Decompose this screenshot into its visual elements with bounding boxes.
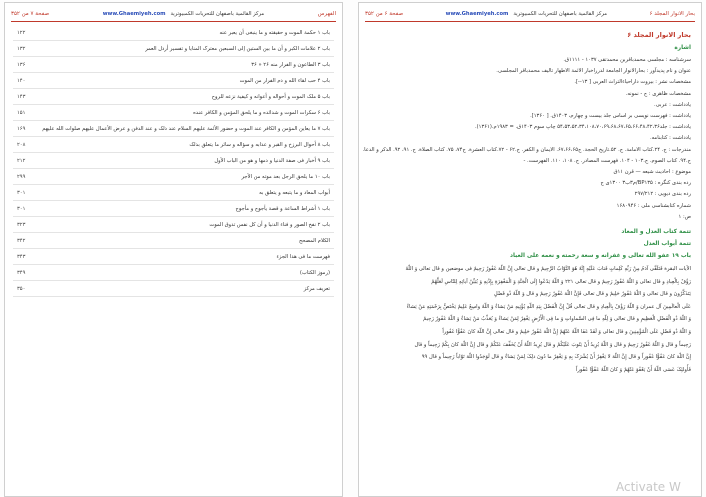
toc-row[interactable] xyxy=(13,121,334,137)
toc-title[interactable]: باب ۷ ما یعاین المؤمن و الکافر عند الموت و حضور الأئمة علیهم السلام عند ذلک و عند الدفن و عرض الأعمال علیهم صلوات الله علیهم xyxy=(42,125,330,132)
metadata-line: یادداشت : جلد۵۴،۵۳،۵۲،۳۴،۱۰۸،۷۰،۶۹،۶۸،۶۷،۶۵،۶۶،۴۸،۴۲،۳۶ چاپ سوم ۱۴۰۳ق. = ۱۹۸۳م.(۱۳۶۱). xyxy=(474,124,691,131)
page-left xyxy=(4,2,343,497)
toc-title[interactable]: باب ۳ الطاعون و الفرار منه ۲۶ « ۳۶ xyxy=(251,61,330,68)
toc-page-number: ۳۰۱ xyxy=(17,189,26,196)
chapter-title: باب ۱۹ عفو الله تعالی و غفرانه و سعة رحمته و نعمه علی العباد xyxy=(510,253,691,260)
toc-page-number: ۲۰۸ xyxy=(17,141,26,148)
toc-page-number: ۳۴۲ xyxy=(17,237,26,244)
toc-row[interactable] xyxy=(13,233,334,249)
toc-title[interactable]: (رموز الکتاب) xyxy=(299,269,330,276)
toc-row[interactable] xyxy=(13,153,334,169)
toc-title[interactable]: فهرست ما فی هذا الجزء xyxy=(276,253,330,260)
site-info xyxy=(103,11,264,17)
toc-row[interactable] xyxy=(13,185,334,201)
body-line: فَأُولئِکَ عَسَی اللّهُ أَنْ یَعْفُوَ عَنْهُمْ وَ کانَ اللّهُ عَفُوًّا غَفُوراً xyxy=(575,366,691,373)
section-name: الفهرس xyxy=(317,11,336,17)
table-of-contents xyxy=(13,25,334,297)
toc-title[interactable]: باب ۴ حب لقاء الله و ذم الفرار من الموت xyxy=(239,77,330,84)
body-line: یَتَذَکَّرُونَ و قال تعالی وَ اللّهُ غَفُورٌ حَلِیمٌ و قال تعالی فَإِنَّ اللّهَ غَفُورٌ رَحِیمٌ و قال وَ اللّهُ ذُو فَضْلٍ xyxy=(493,291,691,298)
page-number-label: صفحة ۷ من ۳۵۲ xyxy=(11,11,50,17)
page-header xyxy=(365,9,695,19)
body-line: وَ اللّهُ ذُو الْفَضْلِ الْعَظِیمِ و قال تعالی وَ لِلّهِ ما فِی السَّماواتِ وَ ما فِی الْأَرْضِ یَغْفِرُ لِمَنْ یَشاءُ وَ یُعَذِّبُ مَنْ یَشاءُ وَ اللّهُ غَفُورٌ رَحِیمٌ xyxy=(423,316,691,323)
toc-row[interactable] xyxy=(13,57,334,73)
metadata-line: رده بندی کنگره : BP۱۳۵/م۳ب۳ ۱۳۰۰ی ج xyxy=(600,180,691,187)
toc-page-number: ۱۴۰ xyxy=(17,77,26,84)
body-line: رَحِیماً و قال وَ اللّهُ غَفُورٌ رَحِیمٌ و قال وَ اللّهُ یُرِیدُ أَنْ یَتُوبَ عَلَیْکُمْ و قال یُرِیدُ اللّهُ أَنْ یُخَفِّفَ عَنْکُمْ و قال إِنَّ اللّهَ کانَ بِکُمْ رَحِیماً و قال xyxy=(414,341,691,348)
toc-page-number: ۱۳۲ xyxy=(17,45,26,52)
toc-row[interactable] xyxy=(13,137,334,153)
toc-row[interactable] xyxy=(13,41,334,57)
section-heading: تتمة کتاب العدل و المعاد xyxy=(621,229,691,236)
body-line: وَ اللّهُ ذُو فَضْلٍ عَلَی الْمُؤْمِنِینَ و قال تعالی وَ لَقَدْ عَفَا اللّهُ عَنْهُمْ إِنَّ اللّهَ غَفُورٌ حَلِیمٌ و قال تعالی إِنَّ اللّهَ کانَ عَفُوًّا غَفُوراً xyxy=(442,329,691,336)
body-line: إِنَّ اللّهَ کانَ عَفُوًّا غَفُوراً و قال إِنَّ اللّهَ لا یَغْفِرُ أَنْ یُشْرَکَ بِهِ وَ یَغْفِرُ ما دُونَ ذلِکَ لِمَنْ یَشاءُ و قال لَوَجَدُوا اللّهَ تَوّاباً رَحِیماً و قال ۹۹ xyxy=(421,354,691,361)
metadata-line: سرشناسه : مجلسی محمدباقربن محمدتقی ۱۰۳۷ - ۱۱۱۱ق. xyxy=(563,57,691,63)
toc-title[interactable]: باب ۸ أحوال البرزخ و القبر و عذابه و سؤاله و سائر ما یتعلق بذلک xyxy=(189,141,330,148)
toc-row[interactable] xyxy=(13,169,334,185)
toc-page-number: ۱۳۶ xyxy=(17,61,26,68)
metadata-line: شماره کتابشناسی ملی : ۱۶۸۰۹۴۶ xyxy=(616,202,691,209)
metadata-line: مندرجات : ج. ۲۴.کتاب الامامة. ج. ۵۲.تاریخ الحجة. ج۶۷،۶۶،۶۵. الایمان و الکفر. ج.۶۲ - ۷۲.کتاب العشرة. ج۷۴، ۷۵. کتاب الصلاة. ج. ۹۱، ۹۲. الذکر و الدعا. xyxy=(362,146,691,153)
toc-title[interactable]: باب ۱ حکمة الموت و حقیقته و ما ینبغی أن یعبر عنه xyxy=(219,29,330,36)
toc-row[interactable] xyxy=(13,201,334,217)
toc-title[interactable]: باب ۱۰ ما یلحق الرجل بعد موته من الأجر xyxy=(241,173,330,180)
section-name: بحار الانوار المجلد ۶ xyxy=(649,11,695,17)
toc-title[interactable]: باب ۲ علامات الکبر و أن ما بین الستین إلی السبعین معترک المنایا و تفسیر أرذل العمر xyxy=(145,45,330,52)
site-url[interactable]: www.Ghaemiyeh.com xyxy=(445,11,509,17)
toc-page-number: ۱۴۳ xyxy=(17,93,26,100)
toc-page-number: ۱۲۲ xyxy=(17,29,26,36)
header-rule xyxy=(365,21,695,22)
toc-page-number: ۱۶۹ xyxy=(17,125,26,132)
metadata-line: موضوع : احادیث شیعه — قرن ۱۱ق xyxy=(613,169,691,176)
metadata-line: یادداشت : کتابنامه. xyxy=(650,135,691,142)
toc-page-number: ۳۵۰ xyxy=(17,285,26,292)
toc-page-number: ۲۱۲ xyxy=(17,157,26,164)
body-line: رَؤُفٌ بِالْعِبادِ و قال تعالی وَ اللّهُ غَفُورٌ رَحِیمٌ و قال تعالی ۲۲۱ وَ اللّهُ یَدْعُوا إِلَی الْجَنَّةِ وَ الْمَغْفِرَةِ بِإِذْنِهِ وَ یُبَیِّنُ آیاتِهِ لِلنّاسِ لَعَلَّهُمْ xyxy=(431,278,691,285)
subtitle: اشارة xyxy=(674,45,691,51)
book-title: بحار الانوار المجلد ۶ xyxy=(627,31,691,39)
toc-title[interactable]: الکلام المصحح xyxy=(298,237,330,244)
page-number-label: صفحة ۶ من ۳۵۲ xyxy=(365,11,404,17)
toc-title[interactable]: باب ۶ سکرات الموت و شدائده و ما یلحق المؤمن و الکافر عنده xyxy=(193,109,330,116)
page-header xyxy=(11,9,336,19)
toc-title[interactable]: أبواب المعاد و ما یتبعه و یتعلق به xyxy=(259,189,330,196)
section-heading: تتمة أبواب العدل xyxy=(643,241,691,248)
bibliographic-metadata xyxy=(362,55,691,223)
body-text xyxy=(369,263,691,376)
site-url[interactable]: www.Ghaemiyeh.com xyxy=(102,11,166,17)
toc-row[interactable] xyxy=(13,249,334,265)
toc-title[interactable]: باب ۲ نفخ الصور و فناء الدنیا و أن کل نفس تذوق الموت xyxy=(209,221,330,228)
toc-title[interactable]: باب ۹ أخبار فی صفة الدنیا و ذمها و هو من الباب الأول xyxy=(214,157,330,164)
page-right xyxy=(358,2,702,497)
header-rule xyxy=(11,21,336,22)
toc-page-number: ۳۴۳ xyxy=(17,253,26,260)
toc-row[interactable] xyxy=(13,281,334,297)
toc-page-number: ۳۴۹ xyxy=(17,269,26,276)
toc-row[interactable] xyxy=(13,105,334,121)
toc-title[interactable]: باب ۵ ملک الموت و أحواله و أعوانه و کیفیة نزعه للروح xyxy=(211,93,330,100)
site-info xyxy=(446,11,607,17)
toc-page-number: ۳۰۱ xyxy=(17,205,26,212)
body-line: الآیات البقرة فَتَلَقَّی آدَمُ مِنْ رَبِّهِ کَلِماتٍ فَتابَ عَلَیْهِ إِنَّهُ هُوَ التَّوّابُ الرَّحِیمُ و قال تعالی إِنَّ اللّهَ غَفُورٌ رَحِیمٌ فی موضعین و قال تعالی وَ اللّهُ xyxy=(405,266,691,273)
metadata-line: یادداشت : فهرست نویسی بر اساس جلد بیست و چهارم، ۱۴۰۳ق. [ ۱۳۶۰]. xyxy=(530,113,691,120)
page-content xyxy=(362,25,691,376)
metadata-line: رده بندی دیویی : ۲۹۷/۲۱۲ xyxy=(634,191,691,198)
metadata-line: ص: ۱ xyxy=(678,213,691,220)
metadata-line: مشخصات ظاهری : ج - نمونه. xyxy=(625,90,691,97)
toc-row[interactable] xyxy=(13,217,334,233)
body-line: عَلَی الْعالَمِینَ آل عمران وَ اللّهُ رَؤُفٌ بِالْعِبادِ و قال تعالی قُلْ إِنَّ الْفَضْلَ بِیَدِ اللّهِ یُؤْتِیهِ مَنْ یَشاءُ وَ اللّهُ واسِعٌ عَلِیمٌ یَخْتَصُّ بِرَحْمَتِهِ مَنْ یَشاءُ xyxy=(406,303,691,310)
toc-title[interactable]: باب ۱ أشراط الساعة و قصة یأجوج و مأجوج xyxy=(235,205,330,212)
toc-page-number: ۱۵۱ xyxy=(17,109,26,116)
toc-title[interactable]: تعریف مرکز xyxy=(303,285,330,292)
metadata-line: ج.۹۴. کتاب الصوم. ج.۱۰۳ - ۱۰۴. فهرست المصادر. ج. ۱۰۸، ۱۱۰. الفهرست. - xyxy=(523,157,691,164)
toc-row[interactable] xyxy=(13,73,334,89)
toc-row[interactable] xyxy=(13,25,334,41)
site-name: مرکز القائمیة باصفهان للتحریات الکمبیوتریة xyxy=(513,11,608,17)
toc-page-number: ۳۲۳ xyxy=(17,221,26,228)
metadata-line: عنوان و نام پدیدآور : بحارالانوار الجامعة لدرراخبار الائمة الاطهار تالیف محمدباقر المجلسی. xyxy=(496,68,691,75)
site-name: مرکز القائمیة باصفهان للتحریات الکمبیوتریة xyxy=(170,11,265,17)
metadata-line: یادداشت : عربی. xyxy=(654,101,691,108)
activation-watermark: Activate W xyxy=(616,480,681,494)
toc-row[interactable] xyxy=(13,89,334,105)
toc-row[interactable] xyxy=(13,265,334,281)
metadata-line: مشخصات نشر : بیروت داراحیاءالتراث العربی [ ۱۳--]. xyxy=(574,79,691,86)
toc-page-number: ۲۹۹ xyxy=(17,173,26,180)
